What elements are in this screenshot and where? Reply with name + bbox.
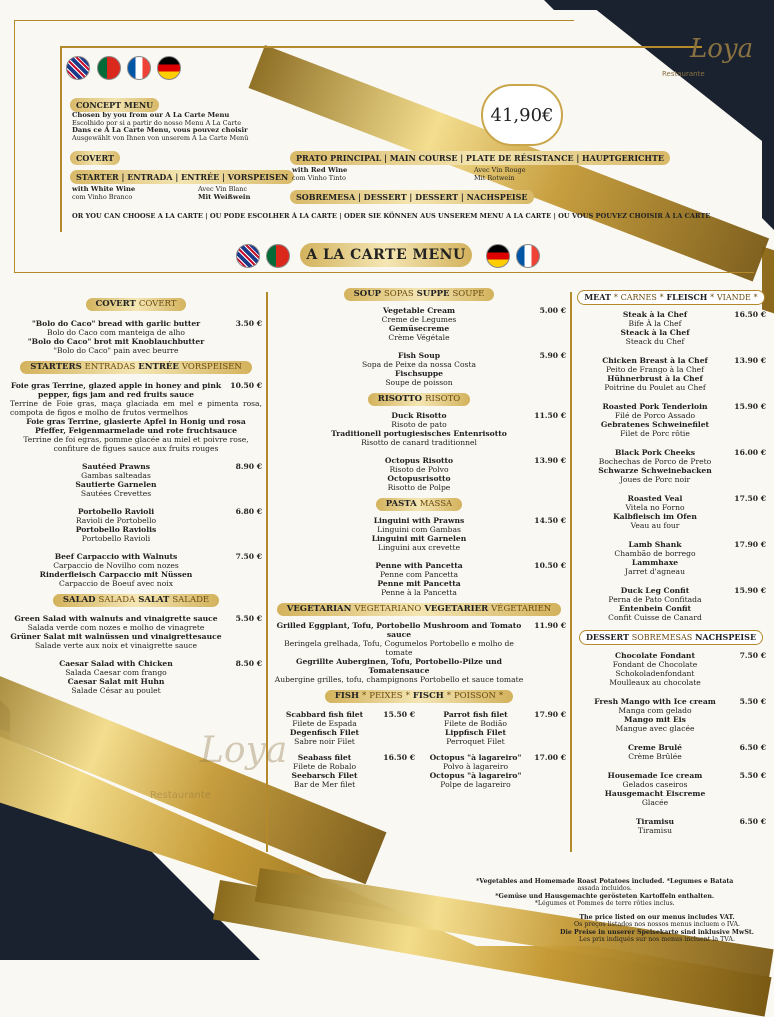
soup-title: SOUP: [353, 289, 382, 299]
meat-title: MEAT: [584, 292, 612, 302]
dessert-item: [576, 697, 766, 733]
salad-alt1: SALADA: [98, 595, 136, 605]
foie-de: Foie gras Terrine, glasierte Apfel in Honig und rosa Pfeffer, Feigenmarmelade und rote fruchtsauce: [26, 417, 246, 435]
logo-watermark-sub: Restaurante: [150, 790, 211, 801]
soup-section-title: [344, 288, 495, 301]
meat-item: [576, 310, 766, 346]
item-de: Mango mit Eis: [624, 715, 686, 724]
item-price: 8.90 €: [235, 462, 262, 471]
item-en: Roasted Pork Tenderloin: [602, 402, 708, 411]
veg-title: VEGETARIAN: [286, 604, 352, 614]
item-price: 5.50 €: [235, 614, 262, 623]
item-price: 5.50 €: [739, 771, 766, 780]
portugal-flag-icon[interactable]: [97, 56, 121, 80]
meat-item: [576, 402, 766, 438]
item-price: 15.90 €: [734, 402, 766, 411]
vegetarian-section-title: [277, 603, 562, 616]
item-fr: Moulleaux au chocolate: [609, 678, 701, 687]
white-wine-fr-de: [198, 186, 250, 201]
main-course-label: PRATO PRINCIPAL | MAIN COURSE | PLATE DE RÉSISTANCE | HAUPTGERICHTE: [290, 151, 670, 165]
item-de: "Bolo do Caco" brot mit Knoblauchbutter: [27, 337, 205, 346]
item-de: Gebratenes Schweinefilet: [600, 420, 710, 429]
meat-item: [576, 586, 766, 622]
vat-note-pt: Os preços listados nos nossos menus incluem o IVA.: [573, 921, 741, 929]
choose-a-la-carte: OR YOU CAN CHOOSE A LA CARTE | OU PODE ESCOLHER À LA CARTE | ODER SIE KÖNNEN AUS UNSEREM MENU A LA CARTE | OU VOUS POUVEZ CHOISIR À LA CARTE: [72, 212, 711, 220]
item-de: Hausgemacht Eiscreme: [604, 789, 706, 798]
item-de: Schwarze Schweinebacken: [598, 466, 712, 475]
item-pt: Bolo do Caco com manteiga de alho: [46, 328, 185, 337]
separator-right: [570, 292, 572, 852]
item-de: Gemüsecreme: [388, 324, 450, 333]
potatoes-note-pt: assada incluidos.: [577, 885, 632, 893]
item-price: 5.00 €: [539, 306, 566, 315]
veg-alt1: VEGETARIANO: [354, 604, 422, 614]
item-pt: Salada verde com nozes e molho de vinagrete: [27, 623, 205, 632]
red-wine-pt: com Vinho Tinto: [292, 173, 346, 182]
covert-section-title: [86, 298, 187, 311]
item-de: Lippfisch Filet: [445, 728, 506, 737]
item-en: Caesar Salad with Chicken: [59, 659, 173, 668]
item-de: Fischsuppe: [395, 369, 443, 378]
starter-item: [10, 552, 262, 588]
item-de: Rinderfleisch Carpaccio mit Nüssen: [39, 570, 193, 579]
item-pt: Gelados caseiros: [622, 780, 688, 789]
item-de: Grüner Salat mit walnüssen und vinaigrettesauce: [10, 632, 222, 641]
vat-note-en: The price listed on our menus includes VAT.: [579, 914, 735, 921]
item-fr: Aubergine grilles, tofu, champignons Portobello et sauce tomate: [274, 675, 524, 684]
item-fr: Mangue avec glacée: [615, 724, 695, 733]
red-wine-de: Mit Rotwein: [474, 173, 515, 182]
item-fr: Veau au four: [630, 521, 680, 530]
starter-label: STARTER | ENTRADA | ENTRÉE | VORSPEISEN: [70, 170, 294, 184]
item-en: Steak à la Chef: [622, 310, 688, 319]
meat-b2: FLEISCH: [666, 292, 708, 302]
item-en: Seabass filet: [297, 753, 352, 762]
meat-alt3: VIANDE: [716, 293, 751, 302]
vat-note-fr: Les prix indiqués sur nos menus incluent la TVA.: [579, 935, 735, 943]
concept-line-de: Ausgewählt von Ihnen von unserem A La Carte Menü: [72, 133, 249, 142]
item-pt: Vitela no Forno: [625, 503, 685, 512]
fish-item: [272, 710, 415, 746]
fish-star: *: [362, 691, 367, 701]
item-price: 14.50 €: [534, 516, 566, 525]
fish-b2: FISCH: [412, 691, 444, 701]
pasta-alt1: MASSA: [419, 499, 453, 509]
item-price: 15.50 €: [383, 710, 415, 719]
fish-star: *: [498, 691, 504, 701]
risotto-title: RISOTTO: [377, 394, 423, 404]
item-fr: Salade César au poulet: [71, 686, 161, 695]
soup-alt1: SOPAS: [383, 289, 414, 299]
item-pt: Salada Caesar com frango: [65, 668, 167, 677]
pasta-item: [272, 516, 566, 552]
risotto-alt1: RISOTO: [425, 394, 461, 404]
item-price: 17.90 €: [534, 710, 566, 719]
white-wine-text: [72, 186, 135, 201]
item-en: Creme Brulé: [627, 743, 683, 752]
starters-alt1: ENTRADAS: [84, 362, 136, 372]
item-price: 6.50 €: [739, 743, 766, 752]
item-price: 6.50 €: [739, 817, 766, 826]
item-pt: Risoto de pato: [391, 420, 447, 429]
item-en: Green Salad with walnuts and vinaigrette sauce: [14, 614, 218, 623]
item-en: Linguini with Prawns: [373, 516, 465, 525]
item-pt: Creme de Legumes: [381, 315, 457, 324]
item-fr: Linguini aux crevette: [377, 543, 461, 552]
fish-item: [272, 753, 415, 789]
item-pt: Filete de Robalo: [292, 762, 357, 771]
item-de: Lammhaxe: [631, 558, 679, 567]
item-pt: Polvo à lagareiro: [442, 762, 509, 771]
germany-flag-icon[interactable]: [157, 56, 181, 80]
item-de: Sautierte Garnelen: [75, 480, 157, 489]
risotto-item: [272, 411, 566, 447]
item-fr: Sautées Crevettes: [80, 489, 152, 498]
pasta-section-title: [376, 498, 462, 511]
item-pt: Filete de Espada: [292, 719, 357, 728]
item-en: Sautéed Prawns: [81, 462, 150, 471]
salad-item: [10, 659, 262, 695]
meat-item: [576, 494, 766, 530]
potatoes-note-fr: *Légumes et Pommes de terre rôties inclus.: [534, 899, 675, 907]
fish-star: *: [446, 691, 451, 701]
item-de: Degenfisch Filet: [289, 728, 360, 737]
item-fr: Perroquet Filet: [446, 737, 505, 746]
item-price: 3.50 €: [235, 319, 262, 328]
vat-note: [560, 914, 754, 943]
dessert-section-title: [579, 630, 763, 645]
item-en: Octopus "à lagareiro": [429, 753, 522, 762]
meat-item: [576, 448, 766, 484]
item-de: Gegrillte Auberginen, Tofu, Portobello-Pilze und Tomatensauce: [296, 657, 502, 675]
item-en: Fish Soup: [397, 351, 441, 360]
concept-lines: [72, 112, 248, 142]
white-wine-de: Mit Weißwein: [198, 192, 251, 201]
item-pt: Peito de Frango à la Chef: [606, 365, 704, 374]
salad-section-title: [53, 594, 219, 607]
vegetarian-item: [272, 621, 566, 684]
uk-flag-icon[interactable]: [66, 56, 90, 80]
item-price: 15.90 €: [734, 586, 766, 595]
starters-section-title: [20, 361, 252, 374]
item-en: Beef Carpaccio with Walnuts: [54, 552, 178, 561]
item-fr: Polpe de lagareiro: [440, 780, 511, 789]
risotto-section-title: [368, 393, 471, 406]
item-pt: Bochechas de Porco de Preto: [598, 457, 712, 466]
item-fr: Sabre noir Filet: [294, 737, 355, 746]
item-en: Roasted Veal: [627, 494, 683, 503]
menu-price: 41,90€: [481, 84, 563, 146]
item-de: Hühnerbrust à la Chef: [607, 374, 703, 383]
concept-line-fr: Dans ce A La Carte Menu, vous pouvez choisir: [72, 126, 248, 134]
item-fr: Risotto de Polpe: [387, 483, 451, 492]
item-de: Schokoladenfondant: [615, 669, 695, 678]
white-wine-fr: Avec Vin Blanc: [198, 185, 248, 193]
pasta-title: PASTA: [385, 499, 417, 509]
item-fr: Carpaccio de Boeuf avec noix: [59, 579, 173, 588]
item-pt: Crème Brûlée: [628, 752, 682, 761]
foie-en: Foie gras Terrine, glazed apple in honey and pink pepper, figs jam and red fruits sauce: [10, 381, 222, 399]
item-en: Grilled Eggplant, Tofu, Portobello Mushroom and Tomato sauce: [276, 621, 522, 639]
starters-b2: ENTRÉE: [138, 362, 179, 372]
red-wine-fr: Avec Vin Rouge: [474, 166, 526, 174]
item-pt: Beringela grelhada, Tofu, Cogumelos Portobello e molho de tomate: [284, 639, 514, 657]
logo-watermark: Loya: [200, 730, 288, 771]
fish-star: *: [405, 691, 410, 701]
right-column: [576, 290, 766, 835]
fish-alt3: POISSON: [453, 691, 496, 701]
item-en: Portobello Ravioli: [77, 507, 155, 516]
starter-item: [10, 462, 262, 498]
item-en: Parrot fish filet: [443, 710, 508, 719]
item-pt: Perna de Pato Confitada: [608, 595, 702, 604]
dessert-item: [576, 771, 766, 807]
item-price: 5.90 €: [539, 351, 566, 360]
concept-box-bottom: [14, 272, 754, 273]
item-fr: "Bolo do Caco" pain avec beurre: [53, 346, 179, 355]
meat-item: [576, 356, 766, 392]
soup-alt3: SOUPE: [452, 289, 485, 299]
starters-title: STARTERS: [30, 362, 82, 372]
concept-box-left: [14, 20, 15, 272]
item-en: Penne with Pancetta: [375, 561, 463, 570]
item-pt: Sopa de Peixe da nossa Costa: [361, 360, 477, 369]
item-price: 17.00 €: [534, 753, 566, 762]
item-de: Octopus "à lagareiro": [429, 771, 522, 780]
item-de: Caesar Salat mit Huhn: [67, 677, 165, 686]
item-pt: Fondant de Chocolate: [612, 660, 698, 669]
item-fr: Risotto de canard traditionnel: [361, 438, 477, 447]
red-wine-text: [292, 167, 347, 182]
concept-box-top: [14, 20, 574, 21]
fish-item: [423, 710, 566, 746]
item-price: 10.50 €: [534, 561, 566, 570]
white-wine-pt: com Vinho Branco: [72, 192, 133, 201]
item-fr: Steack du Chef: [625, 337, 685, 346]
item-fr: Glacée: [641, 798, 669, 807]
item-price: 17.90 €: [734, 540, 766, 549]
item-fr: Joues de Porc noir: [619, 475, 691, 484]
meat-star: *: [753, 293, 758, 302]
middle-column: [272, 288, 566, 789]
item-en: Duck Leg Confit: [620, 586, 690, 595]
france-flag-icon-2[interactable]: [516, 244, 540, 268]
potatoes-note-de: *Gemüse und Hausgemachte gerösteten Kartoffeln enthalten.: [495, 892, 715, 900]
item-fr: Confit Cuisse de Canard: [608, 613, 702, 622]
starters-alt3: VORSPEISEN: [181, 362, 242, 372]
item-pt: Penne com Pancetta: [380, 570, 458, 579]
vat-note-de: Die Preise in unserer Speisekarte sind inklusive MwSt.: [560, 928, 754, 936]
foie-pt: Terrine de Foie gras, maça glaciada em mel e pimenta rosa, compota de figos e molho de frutos vermelhos: [10, 399, 262, 417]
item-de: Entenbein Confit: [618, 604, 692, 613]
item-de: Portobello Raviolis: [75, 525, 157, 534]
fish-section-title: [325, 690, 513, 703]
white-wine-en: with White Wine: [72, 185, 136, 193]
item-price: 8.50 €: [235, 659, 262, 668]
potatoes-note: [476, 878, 733, 907]
left-column: [10, 298, 262, 695]
logo-top: Loya: [690, 34, 754, 64]
item-fr: Filet de Porc rôtie: [620, 429, 690, 438]
item-price: 16.50 €: [383, 753, 415, 762]
item-price: 16.00 €: [734, 448, 766, 457]
item-pt: Tiramisu: [637, 826, 673, 835]
item-price: 6.80 €: [235, 507, 262, 516]
veg-alt3: VÉGETARIEN: [491, 604, 552, 614]
item-pt: Filete de Bodião: [444, 719, 507, 728]
dessert-item: [576, 651, 766, 687]
item-de: Steack à la Chef: [620, 328, 690, 337]
fish-grid: [272, 703, 566, 789]
item-en: Duck Risotto: [391, 411, 447, 420]
item-en: Tiramisu: [635, 817, 675, 826]
item-price: 13.90 €: [734, 356, 766, 365]
item-pt: Ravioli de Portobello: [75, 516, 157, 525]
covert-label: COVERT: [70, 151, 120, 165]
item-fr: Crème Végétale: [388, 333, 450, 342]
item-en: Black Pork Cheeks: [615, 448, 695, 457]
item-de: Penne mit Pancetta: [377, 579, 461, 588]
item-pt: Chambão de borrego: [614, 549, 696, 558]
red-wine-en: with Red Wine: [292, 166, 348, 174]
meat-star: *: [613, 293, 618, 302]
salad-alt3: SALADE: [172, 595, 210, 605]
veg-b2: VEGETARIER: [424, 604, 489, 614]
dessert-label: SOBREMESA | DESSERT | DESSERT | NACHSPEISE: [290, 190, 534, 204]
item-en: Lamb Shank: [628, 540, 682, 549]
salad-b2: SALAT: [138, 595, 170, 605]
item-fr: Salade verte aux noix et vinaigrette sauce: [34, 641, 198, 650]
item-pt: Bife À la Chef: [628, 319, 682, 328]
france-flag-icon[interactable]: [127, 56, 151, 80]
item-pt: Gambas salteadas: [81, 471, 151, 480]
portugal-flag-icon-2[interactable]: [266, 244, 290, 268]
item-en: Octopus Risotto: [384, 456, 454, 465]
item-en: Chicken Breast à la Chef: [602, 356, 708, 365]
item-en: Chocolate Fondant: [615, 651, 695, 660]
risotto-item: [272, 456, 566, 492]
soup-b2: SUPPE: [416, 289, 450, 299]
uk-flag-icon-2[interactable]: [236, 244, 260, 268]
fish-title: FISH: [334, 691, 360, 701]
item-de: Traditionell portugiesisches Entenrisotto: [331, 429, 507, 438]
germany-flag-icon-2[interactable]: [486, 244, 510, 268]
item-price: 17.50 €: [734, 494, 766, 503]
item-de: Octopusrisotto: [387, 474, 451, 483]
item-pt: Manga com gelado: [618, 706, 692, 715]
meat-alt1: CARNES: [620, 293, 657, 302]
item-price: 11.50 €: [534, 411, 566, 420]
concept-menu-label: CONCEPT MENU: [70, 98, 159, 112]
concept-line-en: Chosen by you from our A La Carte Menu: [72, 111, 230, 119]
covert-item: [10, 319, 262, 355]
item-pt: Linguini com Gambas: [377, 525, 461, 534]
starter-item: [10, 507, 262, 543]
item-en: "Bolo do Caco" bread with garlic butter: [31, 319, 201, 328]
item-fr: Jarret d'agneau: [625, 567, 685, 576]
dessert-item: [576, 817, 766, 835]
item-price: 5.50 €: [739, 697, 766, 706]
soup-item: [272, 351, 566, 387]
item-pt: Filé de Porco Assado: [614, 411, 696, 420]
item-price: 7.50 €: [235, 552, 262, 561]
item-pt: Carpaccio de Novilho com nozes: [53, 561, 179, 570]
item-price: 7.50 €: [739, 651, 766, 660]
item-de: Seebarsch Filet: [291, 771, 358, 780]
item-fr: Penne à la Pancetta: [381, 588, 457, 597]
meat-star: *: [659, 293, 664, 302]
meat-section-title: [577, 290, 764, 305]
item-pt: Risoto de Polvo: [389, 465, 449, 474]
foie-price: 10.50 €: [230, 381, 262, 390]
dessert-item: [576, 743, 766, 761]
potatoes-note-en: *Vegetables and Homemade Roast Potatoes included. *Legumes e Batata: [476, 878, 734, 885]
soup-item: [272, 306, 566, 342]
item-fr: Soupe de poisson: [385, 378, 453, 387]
logo-top-sub: Restaurante: [662, 70, 705, 78]
item-de: Kalbfleisch im Ofen: [613, 512, 697, 521]
red-wine-fr-de: [474, 167, 526, 182]
item-de: Linguini mit Garnelen: [371, 534, 467, 543]
foie-gras-item: [10, 381, 262, 453]
item-price: 13.90 €: [534, 456, 566, 465]
covert-title: COVERT: [95, 299, 136, 309]
dessert-alt1: SOBREMESAS: [631, 633, 693, 642]
item-en: Scabbard fish filet: [285, 710, 364, 719]
dessert-title: DESSERT: [585, 632, 629, 642]
covert-alt: COVERT: [138, 299, 177, 309]
concept-line-pt: Escolhido por si a partir do nosso Menu A La Carte: [72, 118, 242, 127]
item-fr: Bar de Mer filet: [293, 780, 356, 789]
item-fr: Poitrine du Poulet au Chef: [604, 383, 706, 392]
salad-title: SALAD: [62, 595, 96, 605]
pasta-item: [272, 561, 566, 597]
item-en: Housemade Ice cream: [607, 771, 703, 780]
meat-item: [576, 540, 766, 576]
foie-fr: Terrine de foi egras, pomme glacée au miel et poivre rose, confiture de figues sauce aux fruits rouges: [23, 435, 249, 453]
fish-alt1: PEIXES: [369, 691, 403, 701]
item-price: 11.90 €: [534, 621, 566, 630]
item-en: Fresh Mango with Ice cream: [594, 697, 716, 706]
fish-item: [423, 753, 566, 789]
item-fr: Portobello Ravioli: [81, 534, 151, 543]
menu-title: A LA CARTE MENU: [300, 243, 472, 267]
dessert-b2: NACHSPEISE: [695, 632, 757, 642]
salad-item: [10, 614, 262, 650]
item-price: 16.50 €: [734, 310, 766, 319]
item-en: Vegetable Cream: [382, 306, 456, 315]
meat-star: *: [710, 293, 715, 302]
